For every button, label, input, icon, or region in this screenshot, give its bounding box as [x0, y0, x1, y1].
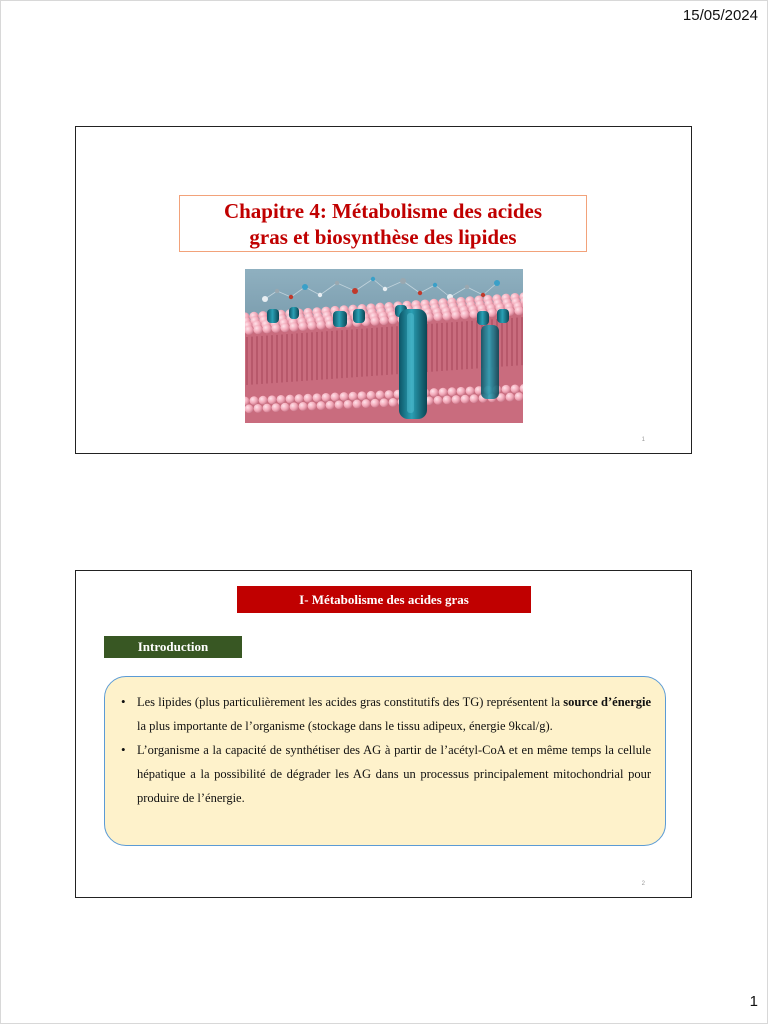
introduction-label: Introduction [104, 636, 242, 658]
title-box [179, 195, 587, 252]
bullet-item-1 [119, 690, 651, 738]
section-banner: I- Métabolisme des acides gras [237, 586, 531, 613]
slide-1 [75, 126, 692, 454]
chapter-title [224, 198, 542, 250]
slide-number: 1 [641, 437, 645, 443]
lipid-bilayer-image [245, 269, 523, 423]
slide-2 [75, 570, 692, 898]
introduction-content-box [104, 676, 666, 846]
bullet-1-bold-text: source d’énergie [563, 695, 652, 709]
chapter-title-line-1: Chapitre 4: Métabolisme des acides [223, 198, 543, 223]
header-date: 15/05/2024 [682, 7, 758, 24]
bullet-1-text-start: Les lipides (plus particulièrement les acides gras constitutifs des TG) représentent la [137, 695, 564, 709]
slide-number: 2 [641, 881, 645, 887]
page-number: 1 [749, 993, 758, 1010]
bullet-list [119, 690, 651, 810]
bullet-1-text-end: la plus importante de l’organisme (stockage dans le tissu adipeux, énergie 9kcal/g). [137, 719, 553, 733]
bullet-item-2: • L’organisme a la capacité de synthétiser des AG à partir de l’acétyl-CoA et en même temps la cellule hépatique a la possibilité de dégrader les AG dans un processus principalement mitochondrial pour produire de l’énergie. [119, 738, 651, 810]
chapter-title-line-2: gras et biosynthèse des lipides [249, 224, 517, 249]
